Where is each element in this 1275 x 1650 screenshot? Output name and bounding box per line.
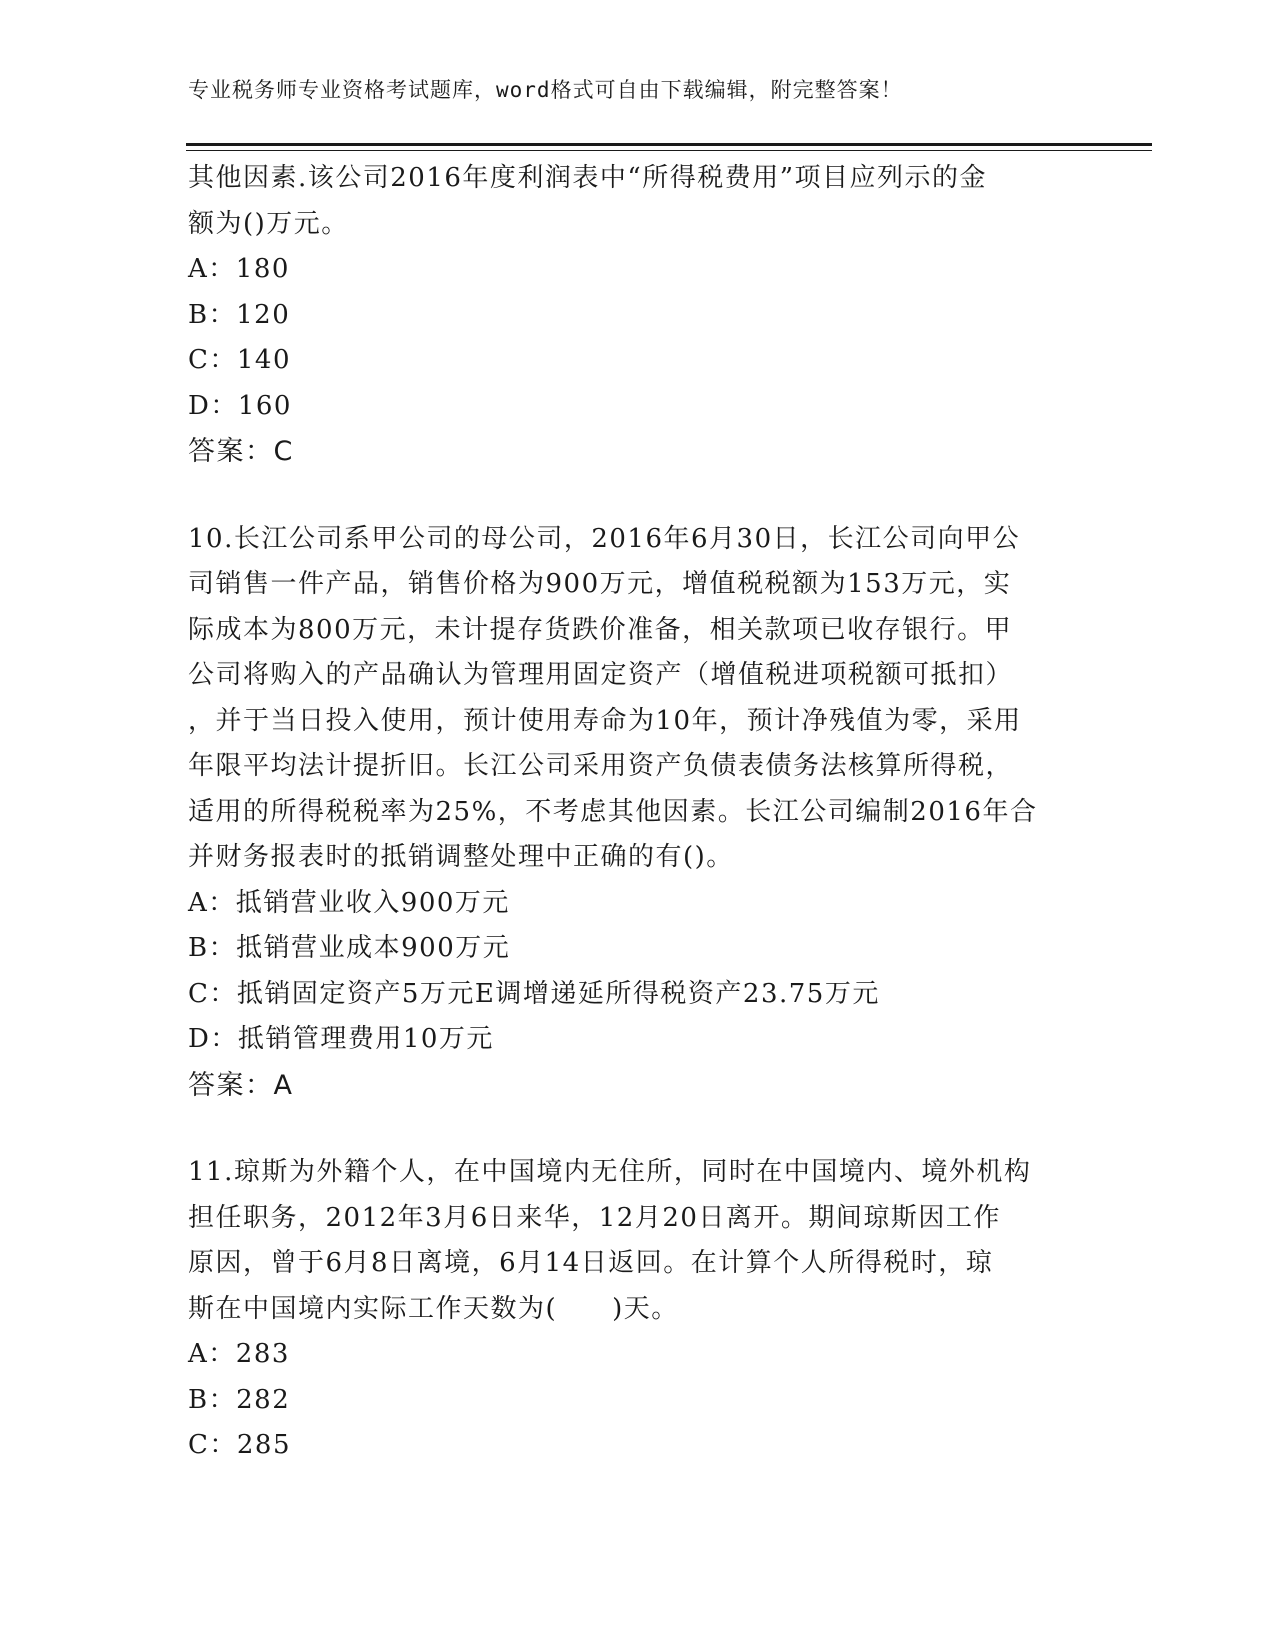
- option-b: B：282: [188, 1384, 291, 1415]
- question-stem-line: 年限平均法计提折旧。长江公司采用资产负债表债务法核算所得税，: [188, 751, 1014, 781]
- option-c: C：140: [188, 345, 292, 375]
- option-b: B：抵销营业成本900万元: [188, 933, 511, 963]
- question-stem-line: 10.长江公司系甲公司的母公司，2016年6月30日，长江公司向甲公: [188, 523, 1021, 554]
- header-rule-thin: [186, 150, 1152, 151]
- answer: 答案：C: [188, 436, 294, 467]
- question-stem-line: 原因，曾于6月8日离境，6月14日返回。在计算个人所得税时，琼: [188, 1248, 994, 1278]
- option-d: D：抵销管理费用10万元: [188, 1024, 494, 1054]
- spacer: [188, 1108, 1088, 1150]
- question-stem-line: 适用的所得税税率为25%，不考虑其他因素。长江公司编制2016年合: [188, 796, 1038, 827]
- question-stem-line: 额为()万元。: [188, 208, 349, 239]
- question-10: [188, 517, 1088, 1109]
- question-stem-line: ，并于当日投入使用，预计使用寿命为10年，预计净残值为零，采用: [188, 705, 1022, 736]
- question-stem-line: 其他因素.该公司2016年度利润表中“所得税费用”项目应列示的金: [188, 163, 988, 193]
- answer: 答案：A: [188, 1069, 294, 1101]
- page-header: 专业税务师专业资格考试题库，word格式可自由下载编辑，附完整答案！: [188, 78, 903, 102]
- question-stem-line: 司销售一件产品，销售价格为900万元，增值税税额为153万元，实: [188, 569, 1012, 599]
- question-stem-line: 11.琼斯为外籍个人，在中国境内无住所，同时在中国境内、境外机构: [188, 1157, 1032, 1187]
- question-stem-line: 公司将购入的产品确认为管理用固定资产（增值税进项税额可抵扣）: [188, 660, 1014, 690]
- question-9: [188, 156, 1088, 475]
- header-rule-thick: [186, 143, 1152, 146]
- option-a: A：180: [188, 254, 290, 284]
- document-body: [188, 156, 1088, 1469]
- spacer: [188, 475, 1088, 517]
- question-stem-line: 并财务报表时的抵销调整处理中正确的有()。: [188, 842, 734, 872]
- option-c: C：抵销固定资产5万元E调增递延所得税资产23.75万元: [188, 978, 880, 1009]
- option-d: D：160: [188, 390, 292, 421]
- question-stem-line: 际成本为800万元，未计提存货跌价准备，相关款项已收存银行。甲: [188, 614, 1013, 645]
- question-stem-line: 斯在中国境内实际工作天数为( )天。: [188, 1293, 679, 1324]
- option-a: A：283: [188, 1339, 290, 1369]
- question-stem-line: 担任职务，2012年3月6日来华，12月20日离开。期间琼斯因工作: [188, 1202, 1001, 1233]
- question-11: [188, 1150, 1088, 1469]
- option-c: C：285: [188, 1430, 292, 1460]
- option-b: B：120: [188, 299, 291, 330]
- option-a: A：抵销营业收入900万元: [188, 887, 510, 918]
